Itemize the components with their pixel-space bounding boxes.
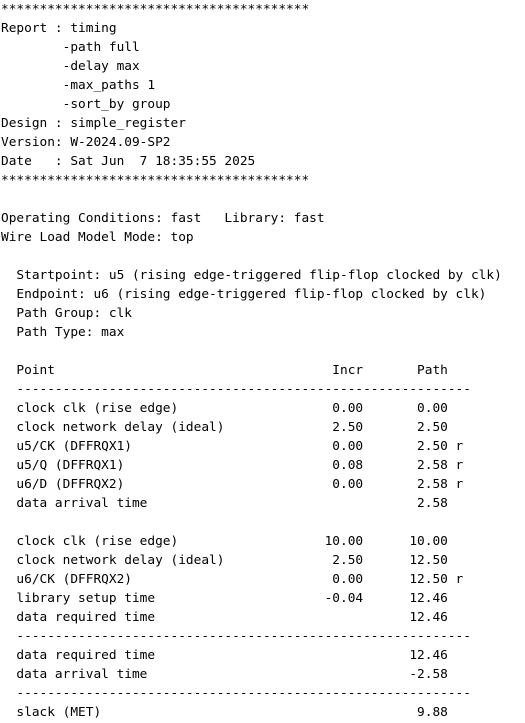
wire-load-model-line: Wire Load Model Mode: top xyxy=(1,230,194,245)
slack-row: slack (MET) 9.88 xyxy=(1,705,448,720)
timing-report-text xyxy=(1,0,502,722)
table-divider: ----------------------------------------------------------- xyxy=(1,686,471,701)
blank-line xyxy=(1,190,502,209)
date-line: Date : Sat Jun 7 18:35:55 2025 xyxy=(1,154,256,169)
table-row: u6/CK (DFFRQX2) 0.00 12.50 r xyxy=(1,572,464,587)
report-option-delay: -delay max xyxy=(1,59,140,74)
blank-line xyxy=(1,513,502,532)
table-divider: ----------------------------------------------------------- xyxy=(1,629,471,644)
table-row: clock network delay (ideal) 2.50 12.50 xyxy=(1,553,448,568)
version-line: Version: W-2024.09-SP2 xyxy=(1,135,171,150)
table-row: data arrival time 2.58 xyxy=(1,496,448,511)
table-row: u5/Q (DFFRQX1) 0.08 2.58 r xyxy=(1,458,464,473)
report-border-top: **************************************** xyxy=(1,2,310,17)
report-option-sort-by: -sort_by group xyxy=(1,97,171,112)
operating-conditions-line: Operating Conditions: fast Library: fast xyxy=(1,211,325,226)
table-divider: ----------------------------------------------------------- xyxy=(1,382,471,397)
endpoint-line: Endpoint: u6 (rising edge-triggered flip-flop clocked by clk) xyxy=(1,287,487,302)
table-row: data required time 12.46 xyxy=(1,648,448,663)
path-group-line: Path Group: clk xyxy=(1,306,132,321)
report-option-max-paths: -max_paths 1 xyxy=(1,78,156,93)
report-command-line: Report : timing xyxy=(1,21,117,36)
table-header-row: Point Incr Path xyxy=(1,363,448,378)
table-row: library setup time -0.04 12.46 xyxy=(1,591,448,606)
report-border-bottom: **************************************** xyxy=(1,173,310,188)
startpoint-line: Startpoint: u5 (rising edge-triggered flip-flop clocked by clk) xyxy=(1,268,502,283)
table-row: clock network delay (ideal) 2.50 2.50 xyxy=(1,420,448,435)
table-row: data arrival time -2.58 xyxy=(1,667,448,682)
table-row: data required time 12.46 xyxy=(1,610,448,625)
report-option-path: -path full xyxy=(1,40,140,55)
table-row: u5/CK (DFFRQX1) 0.00 2.50 r xyxy=(1,439,464,454)
design-name-line: Design : simple_register xyxy=(1,116,186,131)
blank-line xyxy=(1,247,502,266)
blank-line xyxy=(1,342,502,361)
path-type-line: Path Type: max xyxy=(1,325,125,340)
table-row: clock clk (rise edge) 0.00 0.00 xyxy=(1,401,448,416)
table-row: u6/D (DFFRQX2) 0.00 2.58 r xyxy=(1,477,464,492)
table-row: clock clk (rise edge) 10.00 10.00 xyxy=(1,534,448,549)
